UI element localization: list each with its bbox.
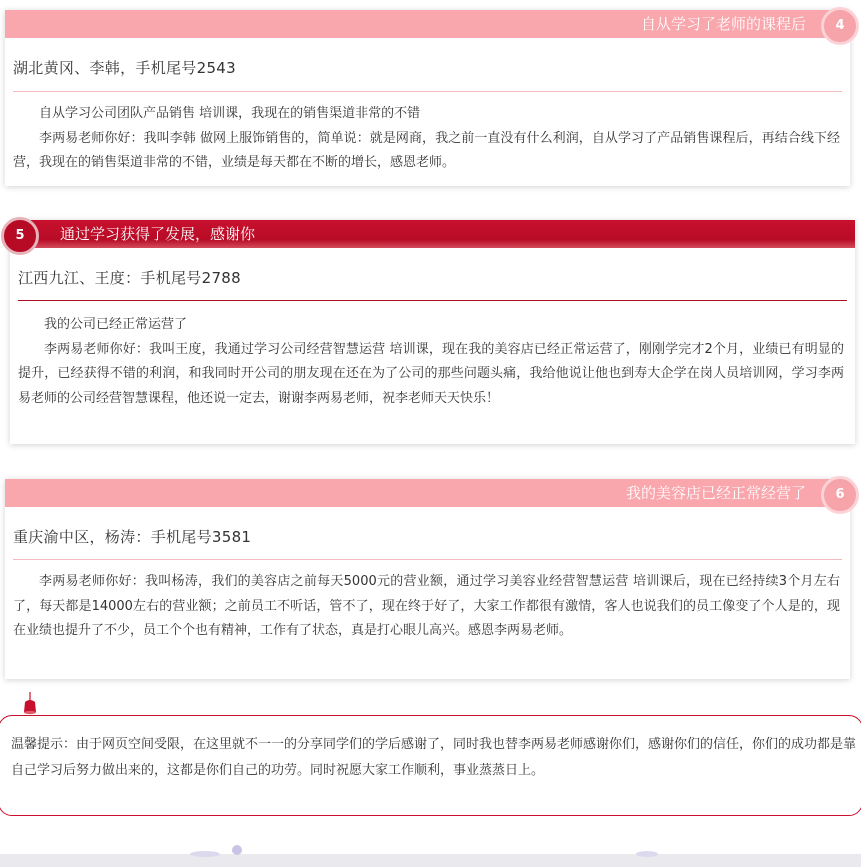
student-info: 江西九江、王度：手机尾号2788 — [18, 269, 241, 287]
notice-box — [0, 715, 861, 816]
banner-title: 通过学习获得了发展，感谢你 — [60, 225, 256, 243]
divider — [13, 559, 842, 560]
student-info: 重庆渝中区，杨涛：手机尾号3581 — [13, 528, 252, 546]
testimonial-headline: 我的公司已经正常运营了 — [44, 317, 188, 332]
testimonial-text — [13, 102, 840, 176]
testimonial-banner-5 — [10, 220, 855, 248]
bottom-bar — [0, 854, 861, 867]
testimonial-banner-6 — [5, 479, 850, 507]
number-badge-4: 4 — [821, 7, 859, 45]
student-info: 湖北黄冈、李韩，手机尾号2543 — [13, 59, 236, 77]
divider — [18, 300, 847, 301]
decorative-dot — [636, 851, 658, 857]
testimonial-text — [18, 313, 844, 411]
testimonial-paragraph: 李两易老师你好：我叫王度，我通过学习公司经营智慧运营 培训课，现在我的美容店已经正常运营了，刚刚学完才2个月，业绩已有明显的提升，已经获得不错的利润，和我同时开公司的朋友现在还在为了公司的那些问题头痛，我给他说让他也到寿大企学在岗人员培训网，学习李两易老师的公司经营智慧课程，他还说一定去，谢谢李两易老师，祝李老师天天快乐！ — [18, 341, 844, 406]
decorative-dot — [190, 851, 220, 857]
divider — [13, 91, 842, 92]
testimonial-paragraph: 李两易老师你好：我叫李韩 做网上服饰销售的，简单说：就是网商，我之前一直没有什么利润，自从学习了产品销售课程后，再结合线下经营，我现在的销售渠道非常的不错，业绩是每天都在不断的增长，感恩老师。 — [13, 130, 840, 170]
testimonial-headline: 自从学习公司团队产品销售 培训课，我现在的销售渠道非常的不错 — [39, 106, 421, 121]
banner-title: 自从学习了老师的课程后 — [640, 15, 806, 33]
testimonial-banner-4 — [5, 10, 850, 38]
number-badge-5: 5 — [1, 217, 39, 255]
banner-title: 我的美容店已经正常经营了 — [625, 484, 806, 502]
number-badge-6: 6 — [821, 476, 859, 514]
decorative-dot — [232, 845, 242, 855]
notice-text: 温馨提示：由于网页空间受限，在这里就不一一的分享同学们的学后感谢了，同时我也替李两易老师感谢你们，感谢你们的信任，你们的成功都是靠自己学习后努力做出来的，这都是你们自己的功劳。同时祝愿大家工作顺利，事业蒸蒸日上。 — [11, 737, 857, 778]
testimonial-text — [13, 570, 840, 644]
pin-icon — [22, 692, 38, 716]
testimonial-paragraph: 李两易老师你好：我叫杨涛，我们的美容店之前每天5000元的营业额，通过学习美容业经营智慧运营 培训课后，现在已经持续3个月左右了，每天都是14000左右的营业额；之前员工不听话，管不了，现在终于好了，大家工作都很有激情，客人也说我们的员工像变了个人是的，现在业绩也提升了不少，员工个个也有精神，工作有了状态，真是打心眼儿高兴。感恩李两易老师。 — [13, 574, 840, 638]
